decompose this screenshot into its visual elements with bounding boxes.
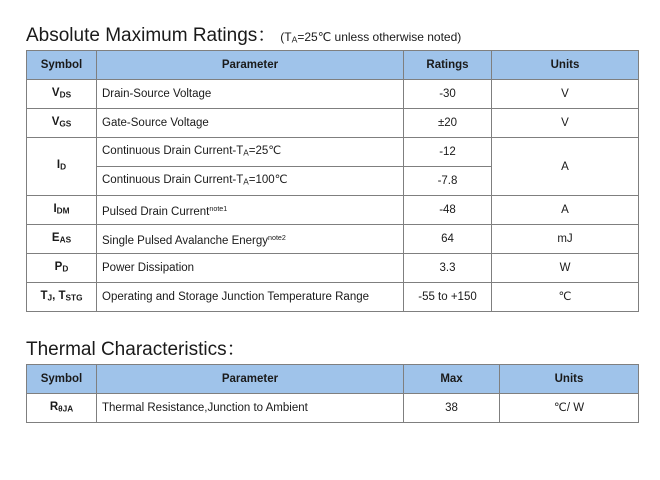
header-parameter: Parameter [97, 51, 404, 80]
parameter-cell: Thermal Resistance,Junction to Ambient [97, 394, 404, 423]
rating-cell: -48 [404, 196, 492, 225]
rating-cell: 3.3 [404, 254, 492, 283]
table-row [27, 283, 639, 312]
unit-cell: A [492, 138, 639, 196]
table-row [27, 254, 639, 283]
abs-max-condition: (TA=25℃ unless otherwise noted) [280, 30, 462, 45]
table-row [27, 138, 639, 167]
table-row [27, 394, 639, 423]
symbol-cell: EAS [27, 225, 97, 254]
unit-cell: V [492, 109, 639, 138]
rating-cell: ±20 [404, 109, 492, 138]
header-units: Units [492, 51, 639, 80]
footnote-ref: note2 [268, 233, 286, 242]
header-max: Max [404, 365, 500, 394]
parameter-cell: Power Dissipation [97, 254, 404, 283]
rating-cell: 64 [404, 225, 492, 254]
max-cell: 38 [404, 394, 500, 423]
table-header-row [27, 51, 639, 80]
header-symbol: Symbol [27, 51, 97, 80]
unit-cell: ℃ [492, 283, 639, 312]
thermal-table [26, 364, 639, 423]
footnote-ref: note1 [209, 204, 228, 213]
symbol-cell: RθJA [27, 394, 97, 423]
symbol-cell: TJ, TSTG [27, 283, 97, 312]
parameter-cell: Single Pulsed Avalanche Energy$^{note2}$ [97, 225, 404, 254]
parameter-cell: Pulsed Drain Current$^{note1}$ [97, 196, 404, 225]
table-row [27, 80, 639, 109]
symbol-cell: PD [27, 254, 97, 283]
symbol-cell: VDS [27, 80, 97, 109]
table-row [27, 225, 639, 254]
table-row [27, 109, 639, 138]
header-units: Units [500, 365, 639, 394]
unit-cell: A [492, 196, 639, 225]
abs-max-table [26, 50, 639, 312]
rating-cell: -55 to +150 [404, 283, 492, 312]
header-parameter: Parameter [97, 365, 404, 394]
parameter-cell: Drain-Source Voltage [97, 80, 404, 109]
thermal-title: Thermal Characteristics： [26, 339, 246, 360]
table-header-row [27, 365, 639, 394]
symbol-cell: IDM [27, 196, 97, 225]
unit-cell: ℃/ W [500, 394, 639, 423]
parameter-cell: Continuous Drain Current-TA=25℃ [97, 138, 404, 167]
abs-max-heading [26, 20, 461, 47]
header-symbol: Symbol [27, 365, 97, 394]
header-ratings: Ratings [404, 51, 492, 80]
unit-cell: W [492, 254, 639, 283]
rating-cell: -30 [404, 80, 492, 109]
unit-cell: V [492, 80, 639, 109]
parameter-cell: Gate-Source Voltage [97, 109, 404, 138]
parameter-cell: Operating and Storage Junction Temperature Range [97, 283, 404, 312]
rating-cell: -12 [404, 138, 492, 167]
thermal-heading [26, 334, 246, 361]
symbol-cell: ID [27, 138, 97, 196]
abs-max-title: Absolute Maximum Ratings： [26, 25, 277, 46]
symbol-cell: VGS [27, 109, 97, 138]
rating-cell: -7.8 [404, 167, 492, 196]
parameter-cell: Continuous Drain Current-TA=100℃ [97, 167, 404, 196]
unit-cell: mJ [492, 225, 639, 254]
table-row [27, 196, 639, 225]
